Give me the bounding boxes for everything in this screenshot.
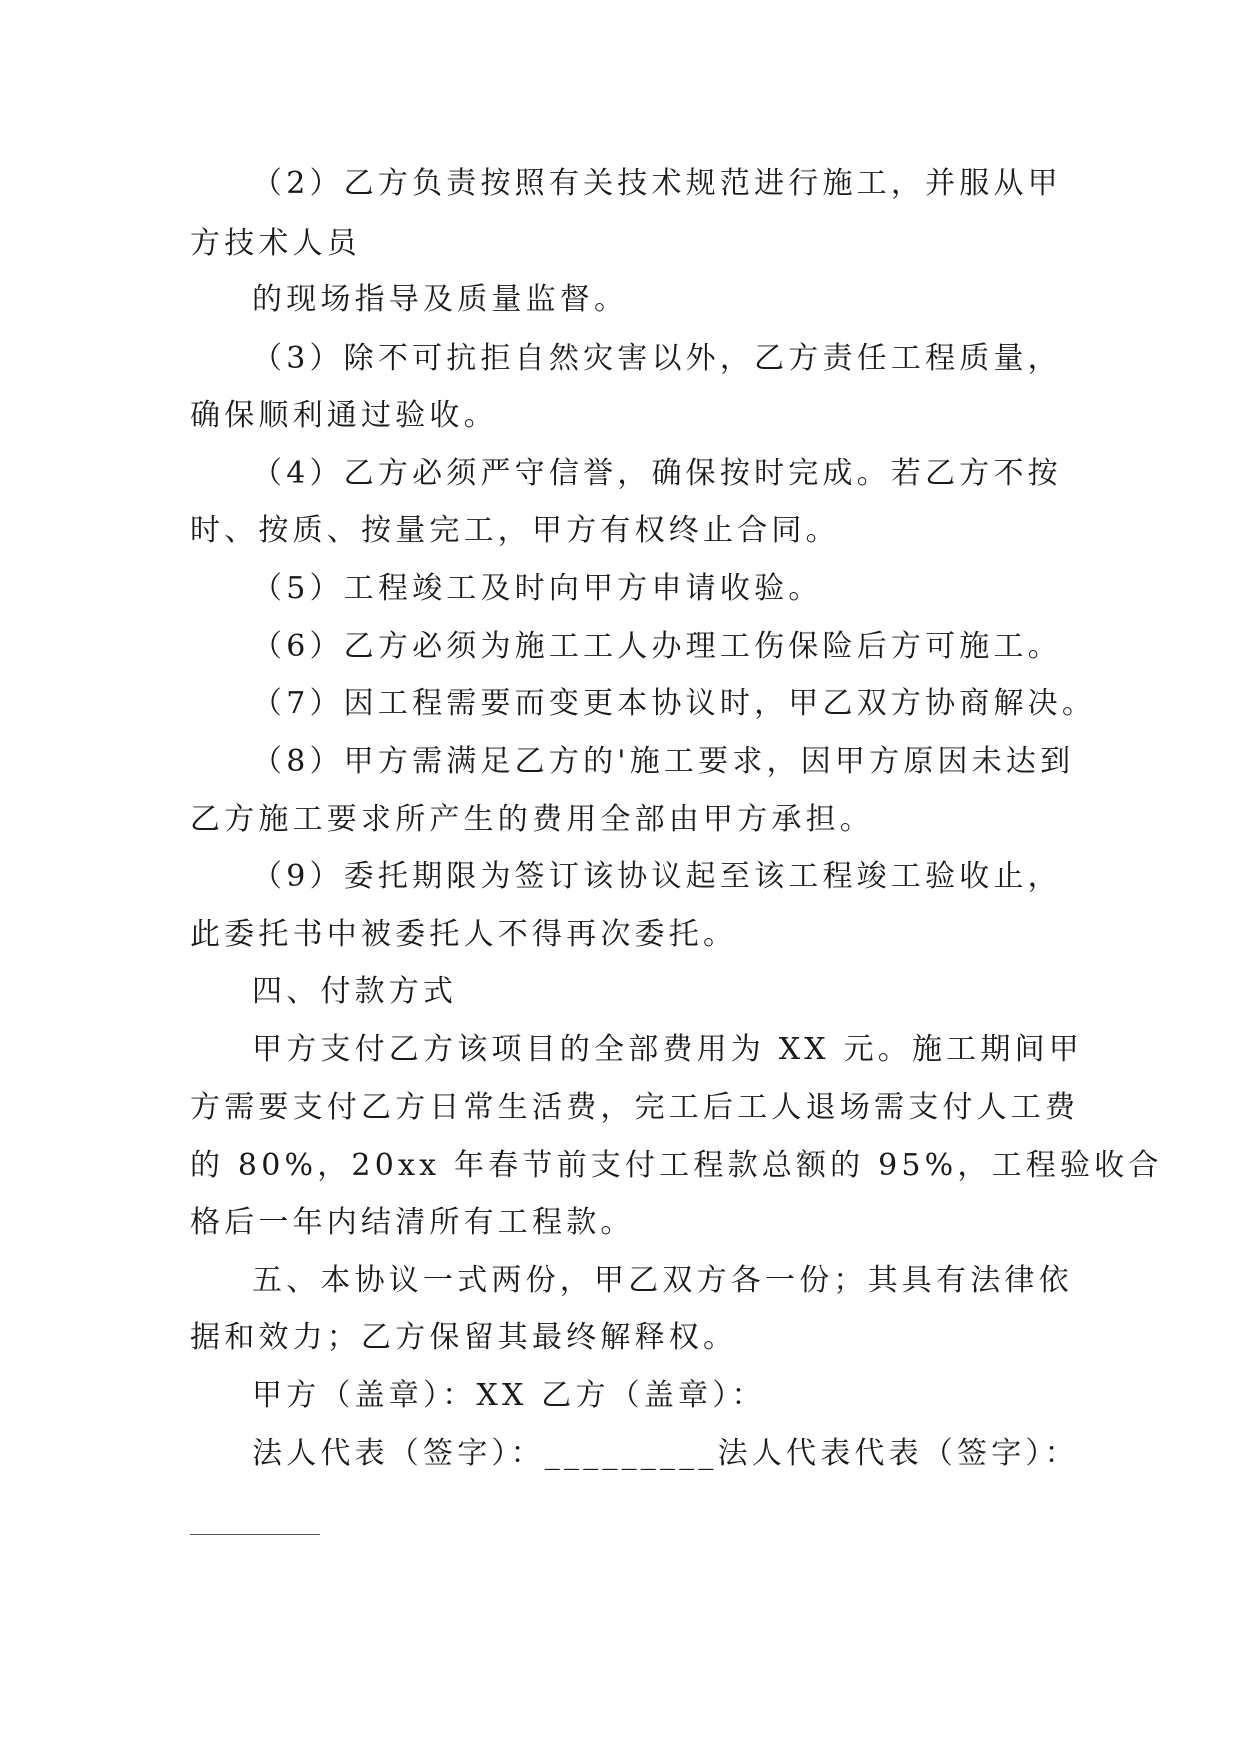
text-line: 据和效力；乙方保留其最终解释权。 xyxy=(190,1320,738,1355)
section-heading: 四、付款方式 xyxy=(252,974,458,1009)
seal-line: 甲方（盖章）：XX 乙方（盖章）： xyxy=(252,1378,766,1413)
signature-blank-underline xyxy=(190,1534,320,1535)
text-line: （2）乙方负责按照有关技术规范进行施工，并服从甲 xyxy=(252,166,1062,201)
text-line: （8）甲方需满足乙方的'施工要求，因甲方原因未达到 xyxy=(252,744,1075,779)
text-line: 格后一年内结清所有工程款。 xyxy=(190,1205,635,1240)
text-line: 五、本协议一式两份，甲乙双方各一份；其具有法律依 xyxy=(252,1263,1073,1298)
text-line: 此委托书中被委托人不得再次委托。 xyxy=(190,917,738,952)
text-line: 方技术人员 xyxy=(190,226,361,261)
text-line: 时、按质、按量完工，甲方有权终止合同。 xyxy=(190,513,840,548)
text-line: （6）乙方必须为施工工人办理工伤保险后方可施工。 xyxy=(252,629,1062,664)
signature-line: 法人代表（签字）：_________法人代表代表（签字）： xyxy=(252,1436,1079,1471)
text-line: （3）除不可抗拒自然灾害以外，乙方责任工程质量， xyxy=(252,341,1062,376)
text-line: 的 80%，20xx 年春节前支付工程款总额的 95%，工程验收合 xyxy=(190,1148,1163,1183)
text-line: （7）因工程需要而变更本协议时，甲乙双方协商解决。 xyxy=(252,686,1097,721)
text-line: 方需要支付乙方日常生活费，完工后工人退场需支付人工费 xyxy=(190,1090,1080,1125)
text-line: 甲方支付乙方该项目的全部费用为 XX 元。施工期间甲 xyxy=(252,1032,1083,1067)
text-line: 的现场指导及质量监督。 xyxy=(252,282,629,317)
text-line: 确保顺利通过验收。 xyxy=(190,398,498,433)
text-line: （5）工程竣工及时向甲方申请收验。 xyxy=(252,571,823,606)
text-line: 乙方施工要求所产生的费用全部由甲方承担。 xyxy=(190,802,874,837)
text-line: （4）乙方必须严守信誉，确保按时完成。若乙方不按 xyxy=(252,456,1062,491)
text-line: （9）委托期限为签订该协议起至该工程竣工验收止， xyxy=(252,859,1062,894)
